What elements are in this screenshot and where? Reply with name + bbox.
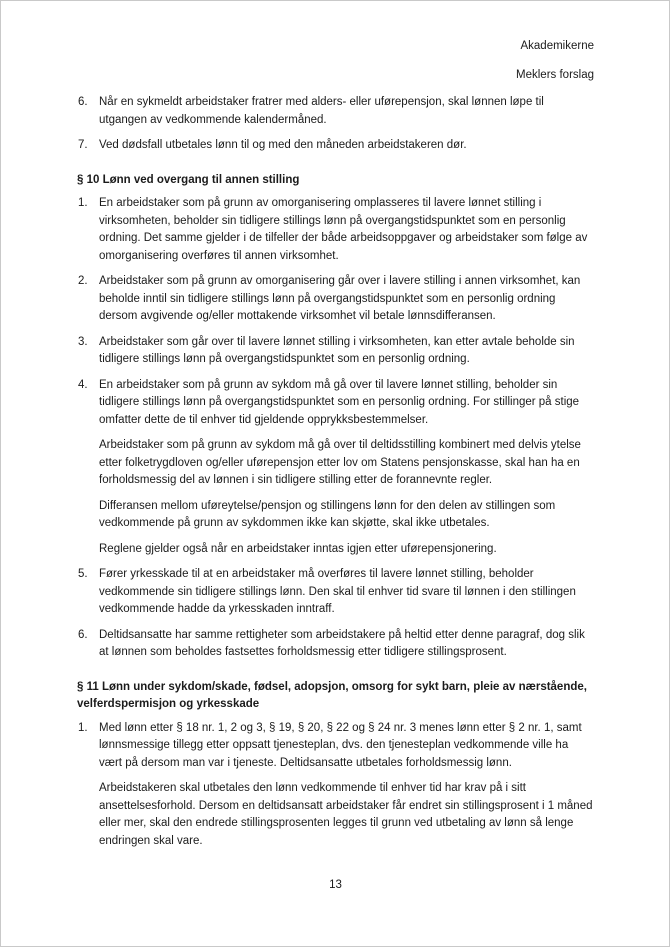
item-number: 3. xyxy=(78,335,88,348)
list-item xyxy=(77,137,594,155)
item-number: 2. xyxy=(78,275,88,287)
list-item xyxy=(77,720,594,851)
section-11-items xyxy=(77,720,594,851)
paragraph: Deltidsansatte har samme rettigheter som arbeidstakere på heltid etter denne paragraf, dog slik at lønnen som beholdes fastsettes forholdsmessig etter tidligere stillingsprosent. xyxy=(99,628,585,658)
section-11-heading: § 11 Lønn under sykdom/skade, fødsel, adopsjon, omsorg for sykt barn, pleie av nærstående, velferdspermisjon og yrkesskade xyxy=(77,680,587,710)
section-10-heading: § 10 Lønn ved overgang til annen stilling xyxy=(77,173,300,186)
item-body xyxy=(99,377,594,559)
list-item xyxy=(77,627,594,662)
paragraph: En arbeidstaker som på grunn av omorganisering omplasseres til lavere lønnet stilling i virksomheten, beholder sin tidligere stillings lønn på overgangstidspunktet som en personlig ordning. Det samme gjelder i de tilfeller der både arbeidsoppgaver og arbeidstaker som følge av omorganisering overføres til annen virksomhet. xyxy=(99,197,588,262)
item-body xyxy=(99,334,594,369)
paragraph: Fører yrkesskade til at en arbeidstaker må overføres til lavere lønnet stilling, beholder vedkommende sin tidligere stillings lønn. Den skal til enhver tid svare til lønnen i den stillingen vedkommende hadde da yrkesskaden inntraff. xyxy=(99,568,576,615)
item-number: 7. xyxy=(78,139,88,151)
item-number: 1. xyxy=(78,197,88,209)
paragraph: Med lønn etter § 18 nr. 1, 2 og 3, § 19, § 20, § 22 og § 24 nr. 3 menes lønn etter § 2 nr. 1, samt lønnsmessige tillegg etter oppsatt tjenesteplan, dvs. den tjenesteplan vedkommende ville ha vært på dersom man var i tjeneste. Deltidsansatte utbetales forholdsmessig lønn. xyxy=(99,721,582,769)
paragraph: Differansen mellom uføreytelse/pensjon og stillingens lønn for den delen av stillingen som vedkommende på grunn av sykdommen ikke kan skjøtte, skal ikke utbetales. xyxy=(99,499,556,529)
paragraph: Ved dødsfall utbetales lønn til og med den måneden arbeidstakeren dør. xyxy=(99,139,467,151)
header-doc-title: Meklers forslag xyxy=(516,68,594,81)
list-item xyxy=(77,334,594,369)
list-item xyxy=(77,377,594,559)
section-10-items xyxy=(77,195,594,662)
item-body xyxy=(99,273,594,326)
paragraph: En arbeidstaker som på grunn av sykdom må gå over til lavere lønnet stilling, beholder sin tidligere stillings lønn på overgangstidspunktet som en personlig ordning. For stillinger på stige omfatter dette de til enhver tid gjeldende opprykksbestemmelser. xyxy=(99,378,580,426)
header-org-name: Akademikerne xyxy=(520,40,594,52)
paragraph: Når en sykmeldt arbeidstaker fratrer med alders- eller uførepensjon, skal lønnen løpe til utgangen av vedkommende kalendermåned. xyxy=(99,96,544,126)
list-item xyxy=(77,566,594,619)
item-number: 6. xyxy=(78,96,88,108)
paragraph: Arbeidstaker som på grunn av omorganisering går over i lavere stilling i annen virksomhet, kan beholde inntil sin tidligere stillings lønn på overgangstidspunktet som en personlig ordning dersom avgivende og/eller mottakende virksomhet vil betale lønnsdifferansen. xyxy=(99,275,581,322)
list-item xyxy=(77,195,594,265)
list-item xyxy=(77,273,594,326)
paragraph: Arbeidstaker som går over til lavere lønnet stilling i virksomheten, kan etter avtale beholde sin tidligere stillings lønn på overgangstidspunktet som en personlig ordning. xyxy=(99,335,575,365)
item-body xyxy=(99,566,594,619)
document-footer xyxy=(77,877,594,895)
document-header xyxy=(77,38,594,84)
paragraph: Arbeidstakeren skal utbetales den lønn vedkommende til enhver tid har krav på i sitt ansettelsesforhold. Dersom en deltidsansatt arbeidstaker får endret sin stillingsprosent i 1 måned eller mer, skal den endrede stillingsprosenten legges til grunn ved utbetaling av lønn så lenge endringen skal vare. xyxy=(99,782,593,847)
intro-list xyxy=(77,94,594,155)
paragraph: Reglene gjelder også når en arbeidstaker inntas igjen etter uførepensjonering. xyxy=(99,542,497,555)
item-body xyxy=(99,627,594,662)
item-body xyxy=(99,137,594,155)
item-number: 5. xyxy=(78,568,88,580)
item-number: 4. xyxy=(78,378,88,391)
paragraph: Arbeidstaker som på grunn av sykdom må gå over til deltidsstilling kombinert med delvis ytelse etter folketrygdloven og/eller uførepensjon etter lov om Statens pensjonskasse, skal han ha en forholdsmessig del av lønnen i sin tidligere stilling etter de forannevnte regler. xyxy=(99,439,581,486)
list-item xyxy=(77,94,594,129)
item-number: 6. xyxy=(78,628,88,641)
document-body xyxy=(77,94,594,850)
page-number: 13 xyxy=(329,879,342,891)
section-11 xyxy=(77,679,594,851)
item-body xyxy=(99,94,594,129)
item-number: 1. xyxy=(78,721,88,734)
section-10 xyxy=(77,172,594,662)
item-body xyxy=(99,195,594,265)
item-body xyxy=(99,720,594,851)
